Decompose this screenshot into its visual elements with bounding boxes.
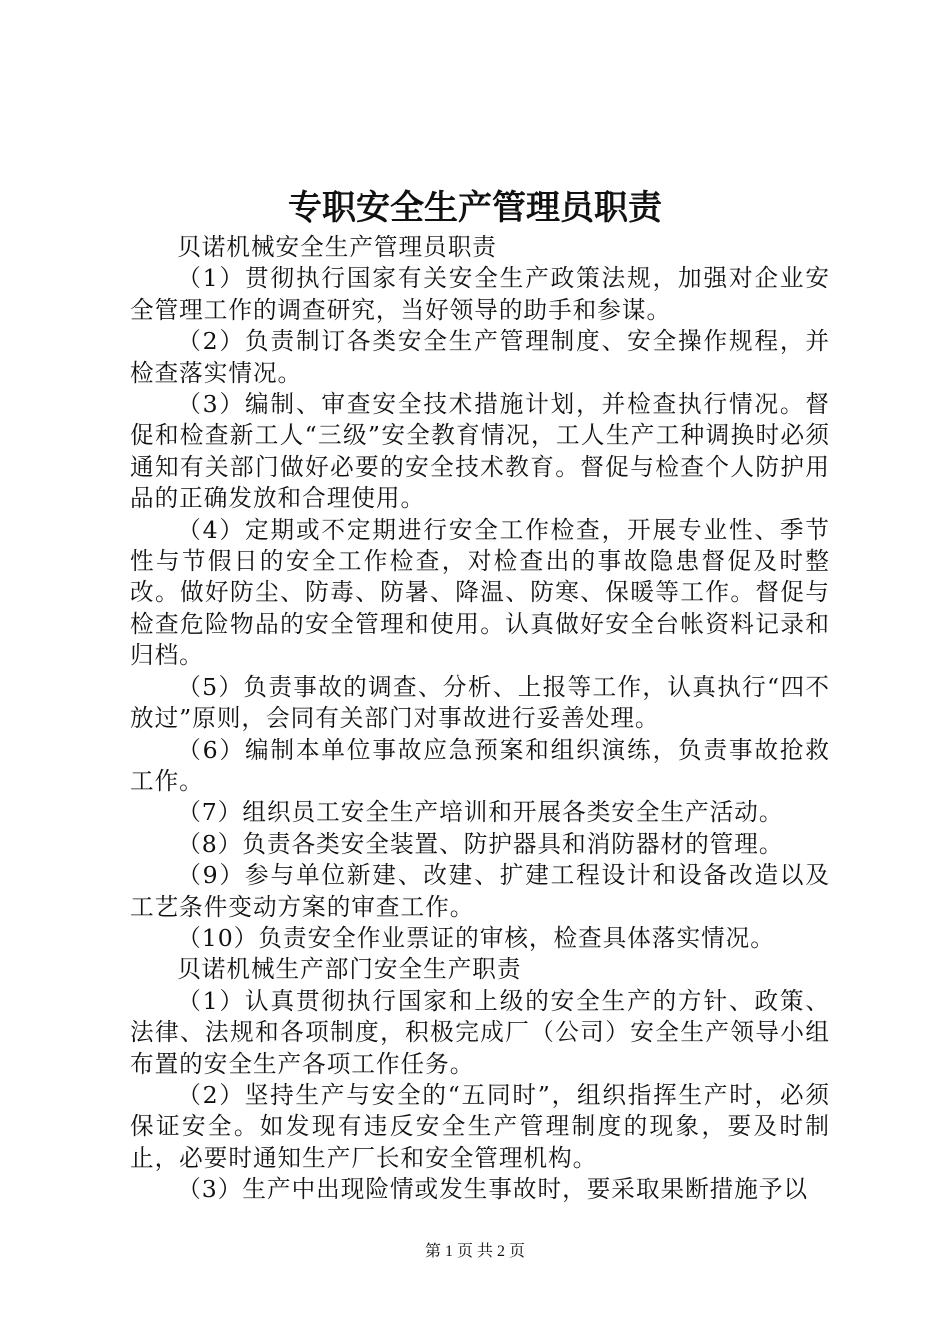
page-footer: 第 1 页 共 2 页 — [424, 1243, 525, 1260]
paragraph: （2）负责制订各类安全生产管理制度、安全操作规程，并检查落实情况。 — [130, 327, 830, 387]
paragraph: （9）参与单位新建、改建、扩建工程设计和设备改造以及工艺条件变动方案的审查工作。 — [130, 861, 830, 921]
paragraph: （1）认真贯彻执行国家和上级的安全生产的方针、政策、法律、法规和各项制度，积极完成厂（公司）安全生产领导小组布置的安全生产各项工作任务。 — [130, 986, 830, 1078]
paragraph: （6）编制本单位事故应急预案和组织演练，负责事故抢救工作。 — [130, 735, 830, 795]
paragraph: （2）坚持生产与安全的“五同时”，组织指挥生产时，必须保证安全。如发现有违反安全生产管理制度的现象，要及时制止，必要时通知生产厂长和安全管理机构。 — [130, 1080, 830, 1172]
paragraph: （1）贯彻执行国家有关安全生产政策法规，加强对企业安全管理工作的调查研究，当好领导的助手和参谋。 — [130, 264, 830, 324]
paragraph: （5）负责事故的调查、分析、上报等工作，认真执行“四不放过”原则，会同有关部门对事故进行妥善处理。 — [130, 672, 830, 733]
document-title: 专职安全生产管理员职责 — [288, 188, 662, 228]
document-body — [130, 232, 830, 1206]
paragraph: （3）编制、审查安全技术措施计划，并检查执行情况。督促和检查新工人“三级”安全教育情况，工人生产工种调换时必须通知有关部门做好必要的安全技术教育。督促与检查个人防护用品的正确发放和合理使用。 — [130, 390, 830, 513]
paragraph: （3）生产中出现险情或发生事故时，要采取果断措施予以 — [177, 1175, 809, 1204]
paragraph: （10）负责安全作业票证的审核，检查具体落实情况。 — [177, 923, 775, 952]
paragraph: （4）定期或不定期进行安全工作检查，开展专业性、季节性与节假日的安全工作检查，对检查出的事故隐患督促及时整改。做好防尘、防毒、防暑、降温、防寒、保暖等工作。督促与检查危险物品的安全管理和使用。认真做好安全台帐资料记录和归档。 — [130, 515, 830, 670]
paragraph: （8）负责各类安全装置、防护器具和消防器材的管理。 — [177, 829, 784, 858]
section-heading: 贝诺机械安全生产管理员职责 — [177, 233, 497, 261]
paragraph: （7）组织员工安全生产培训和开展各类安全生产活动。 — [177, 798, 784, 827]
section-heading: 贝诺机械生产部门安全生产职责 — [177, 955, 522, 984]
